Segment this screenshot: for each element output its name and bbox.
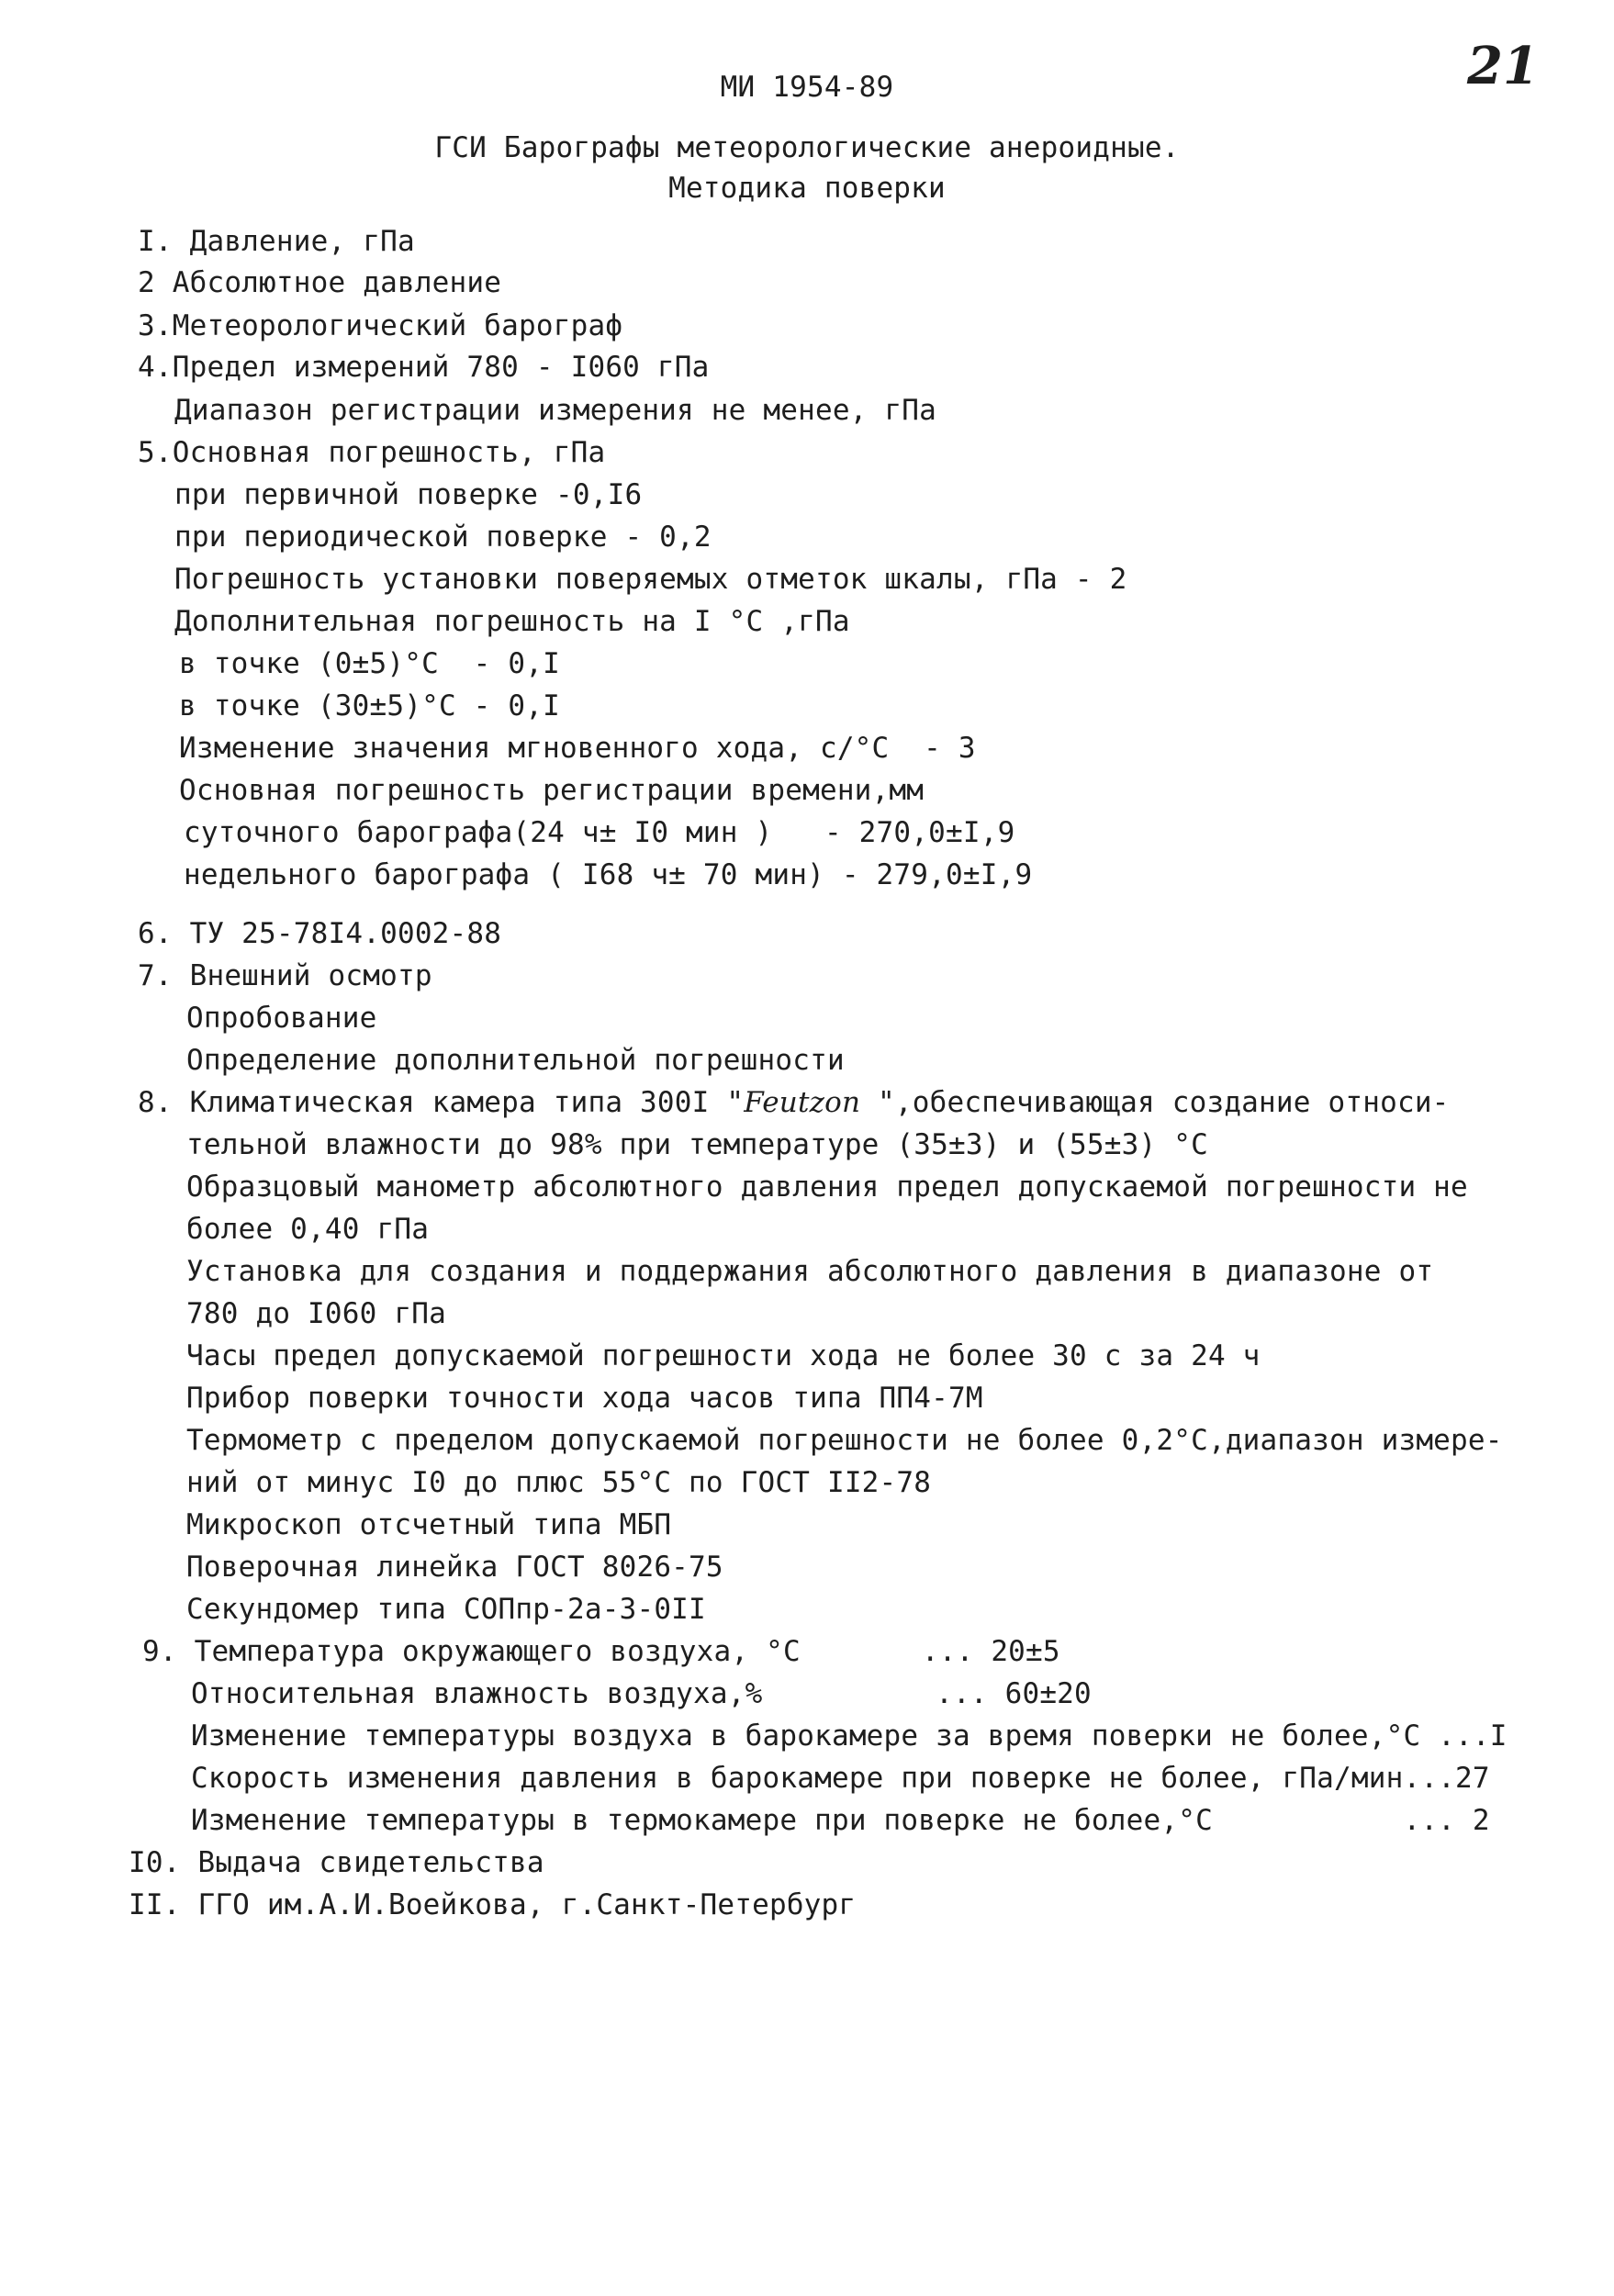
item-5-additional-error: Дополнительная погрешность на I °С ,гПа (174, 605, 850, 638)
item-2: 2 Абсолютное давление (138, 266, 502, 299)
item-8-text-end: ",обеспечивающая создание относи- (860, 1086, 1450, 1119)
item-9-thermo-chamber: Изменение температуры в термокамере при поверке не более,°С ... 2 (191, 1804, 1490, 1837)
item-5-periodic: при периодической поверке - 0,2 (174, 521, 712, 554)
item-5-point-30: в точке (30±5)°С - 0,I (179, 689, 560, 722)
item-5-weekly: недельного барографа ( I68 ч± 70 мин) - 279,0±I,9 (184, 858, 1033, 891)
item-5-primary: при первичной поверке -0,I6 (174, 478, 643, 511)
item-8 (138, 1081, 1450, 1124)
item-8-clock-tester: Прибор поверки точности хода часов типа ПП4-7М (186, 1382, 983, 1415)
item-9-humidity: Относительная влажность воздуха,% ... 60±20 (191, 1677, 1092, 1710)
item-9-temp-change: Изменение температуры воздуха в барокамере за время поверки не более,°С ...I (191, 1719, 1508, 1753)
item-5-instant-rate: Изменение значения мгновенного хода, с/°С - 3 (179, 732, 976, 765)
item-8-microscope: Микроскоп отсчетный типа МБП (186, 1508, 672, 1541)
item-9-pressure-rate: Скорость изменения давления в барокамере при поверке не более, гПа/мин...27 (191, 1762, 1490, 1795)
item-4-range: Диапазон регистрации измерения не менее, гПа (174, 394, 936, 427)
page-number: 21 (1467, 36, 1539, 96)
item-11: II. ГГО им.А.И.Воейкова, г.Санкт-Петербург (129, 1888, 857, 1921)
item-8-humidity: тельной влажности до 98% при температуре (35±3) и (55±3) °С (186, 1128, 1208, 1161)
item-8-handwritten-name: Feutzon (744, 1086, 861, 1119)
item-7: 7. Внешний осмотр (138, 959, 432, 992)
item-9: 9. Температура окружающего воздуха, °С ... 20±5 (142, 1635, 1060, 1668)
item-3: 3.Метеорологический барограф (138, 309, 623, 342)
document-title-line-2: Методика поверки (668, 172, 946, 205)
item-5-daily: суточного барографа(24 ч± I0 мин ) - 270,0±I,9 (184, 816, 1015, 849)
item-5: 5.Основная погрешность, гПа (138, 436, 606, 469)
document-code: МИ 1954-89 (720, 71, 894, 104)
item-5-scale-marks: Погрешность установки поверяемых отметок шкалы, гПа - 2 (174, 563, 1127, 596)
item-8-clock: Часы предел допускаемой погрешности хода не более 30 с за 24 ч (186, 1339, 1261, 1372)
item-5-point-0: в точке (0±5)°С - 0,I (179, 647, 560, 680)
item-7-additional: Определение дополнительной погрешности (186, 1044, 845, 1077)
item-4: 4.Предел измерений 780 - I060 гПа (138, 351, 710, 384)
item-8-text-start: 8. Климатическая камера типа 300I " (138, 1086, 745, 1119)
item-7-testing: Опробование (186, 1002, 377, 1035)
item-8-manometer: Образцовый манометр абсолютного давления предел допускаемой погрешности не (186, 1170, 1468, 1204)
item-1: I. Давление, гПа (138, 225, 415, 258)
item-8-ruler: Поверочная линейка ГОСТ 8026-75 (186, 1551, 723, 1584)
document-title-line-1: ГСИ Барографы метеорологические анероидные. (434, 131, 1180, 164)
item-8-thermometer-cont: ний от минус I0 до плюс 55°С по ГОСТ II2-78 (186, 1466, 932, 1499)
item-8-stopwatch: Секундомер типа СОПпр-2а-3-0II (186, 1593, 706, 1626)
item-8-thermometer: Термометр с пределом допускаемой погрешности не более 0,2°С,диапазон измере- (186, 1424, 1503, 1457)
item-6: 6. ТУ 25-78I4.0002-88 (138, 917, 502, 950)
item-5-time-registration: Основная погрешность регистрации времени,мм (179, 774, 925, 807)
item-8-manometer-cont: более 0,40 гПа (186, 1213, 430, 1246)
item-8-installation-cont: 780 до I060 гПа (186, 1297, 446, 1330)
item-8-installation: Установка для создания и поддержания абсолютного давления в диапазоне от (186, 1255, 1434, 1288)
item-10: I0. Выдача свидетельства (129, 1846, 544, 1879)
